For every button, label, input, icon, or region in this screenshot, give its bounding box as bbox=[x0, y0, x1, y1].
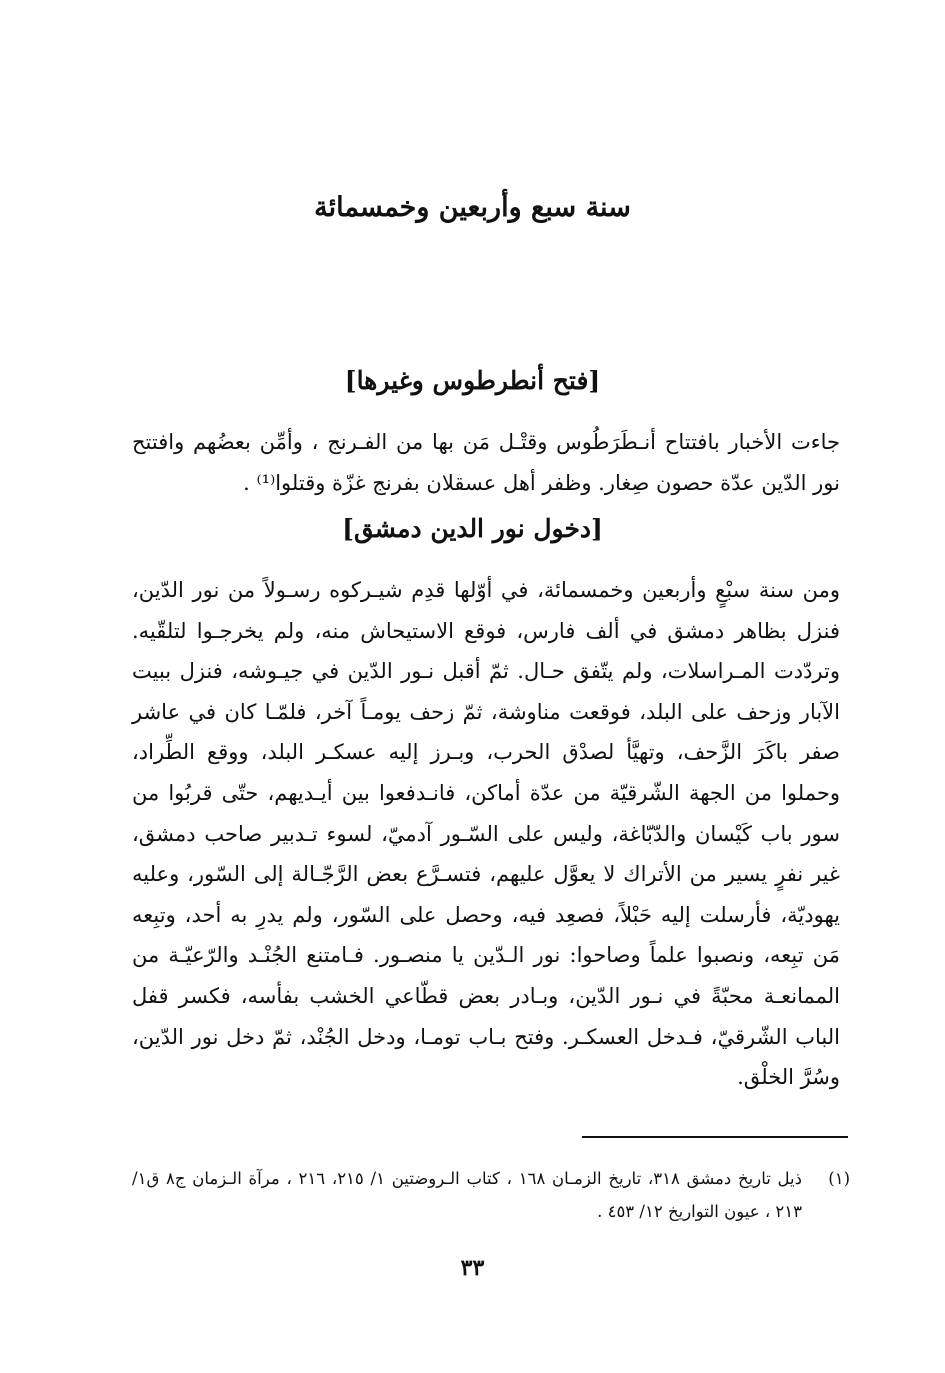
page-number: ٣٣ bbox=[460, 1255, 485, 1281]
paragraph-damascus: ومن سنة سبْعٍ وأربعين وخمسمائة، في أوّلها قدِم شيـركوه رسـولاً من نور الدّين، فنزل بظاهر دمشق في ألف فارس، فوقع الاستيحاش منه، ولم يخرجـوا لتلقّيه. وتردّدت المـراسلات، ولم يتّفق حـال. ثمّ أقبل نـور الدّين في جيـوشه، فنزل ببيت الآبار وزحف على البلد، فوقعت مناوشة، ثمّ زحف يومـاً آخر، فلمّـا كان في عاشر صفر باكَرَ الزَّحف، وتهيَّأ لصدْق الحرب، وبـرز إليه عسكـر البلد، ووقع الطِّراد، وحملوا من الجهة الشّرقيّة من عدّة أماكن، فانـدفعوا بين أيـديهم، حتّى قربُوا من سور باب كَيْسان والدّبّاغة، وليس على السّـور آدميّ، لسوء تـدبير صاحب دمشق، غير نفرٍ يسير من الأتراك لا يعوَّل عليهم، فتسـرَّع بعض الرَّجّـالة إلى السّور، وعليه يهوديّة، فأرسلت إليه حَبْلاً، فصعِد فيه، وحصل على السّور، ولم يدرِ به أحد، وتبِعه مَن تبِعه، ونصبوا علماً وصاحوا: نور الـدّين يا منصـور. فـامتنع الجُنْـد والرّعيّـة من الممانعـة محبّةً في نـور الدّين، وبـادر بعض قطّاعي الخشب بفأسه، فكسر قفل الباب الشّرقيّ، فـدخل العسكـر. وفتح بـاب تومـا، ودخل الجُنْد، ثمّ دخل نور الدّين، وسُرَّ الخلْق. bbox=[132, 578, 840, 1090]
paragraph-antartus: جاءت الأخبار بافتتاح أنـطَرَطُوس وقتْـل مَن بها من الفـرنج ، وأمِّن بعضُهم وافتتح نور الدّين عدّة حصون صِغار. وظفر أهل عسقلان بفرنج غزّة وقتلوا⁽¹⁾ . bbox=[132, 430, 840, 495]
footnote-number: (١) bbox=[828, 1169, 850, 1188]
section-heading-antartus: [فتح أنطرطوس وغيرها] bbox=[344, 366, 601, 395]
section-heading-damascus: [دخول نور الدين دمشق] bbox=[342, 514, 603, 543]
footnote-text: ذيل تاريخ دمشق ٣١٨، تاريخ الزمـان ١٦٨ ، كتاب الـروضتين ١/ ٢١٥، ٢١٦ ، مرآة الـزمان ج٨ ق١/ ٢١٣ ، عيون التواريخ ١٢/ ٤٥٣ . bbox=[132, 1169, 802, 1221]
footnote-divider bbox=[582, 1136, 848, 1138]
chapter-title: سنة سبع وأربعين وخمسمائة bbox=[314, 192, 631, 223]
